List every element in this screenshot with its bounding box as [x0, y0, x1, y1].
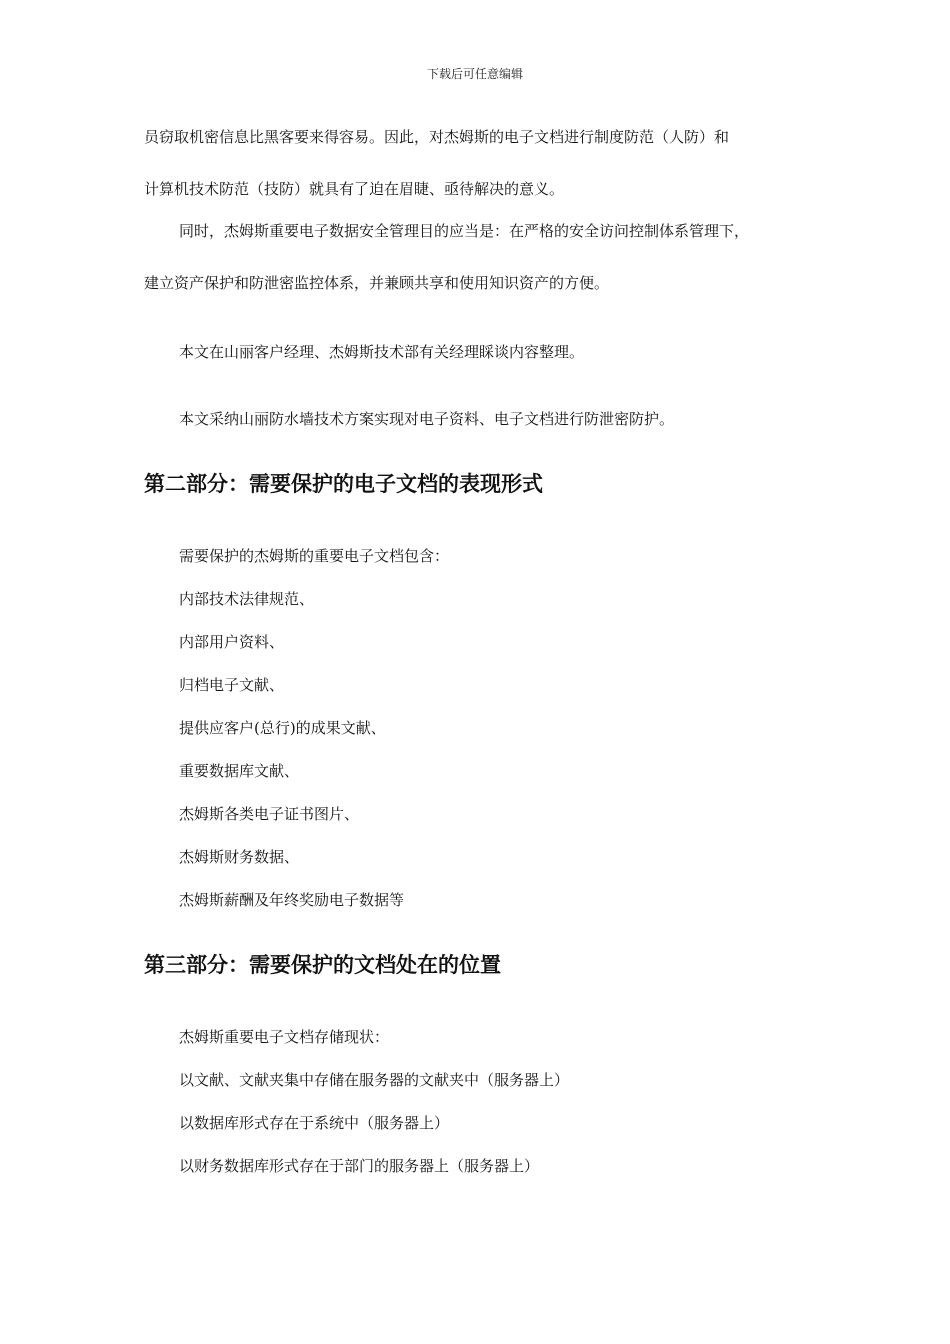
intro-paragraph-3: 本文在山丽客户经理、杰姆斯技术部有关经理睬谈内容整理。 [179, 343, 585, 361]
list-item: 杰姆斯财务数据、 [179, 848, 300, 866]
list-item: 杰姆斯薪酬及年终奖励电子数据等 [179, 891, 405, 909]
intro-paragraph-1-line-2: 计算机技术防范（技防）就具有了迫在眉睫、亟待解决的意义。 [144, 180, 565, 198]
list-item: 以文献、文献夹集中存储在服务器的文献夹中（服务器上） [179, 1071, 570, 1089]
section-3-title: 第三部分：需要保护的文档处在的位置 [144, 953, 501, 977]
section-2-title: 第二部分：需要保护的电子文档的表现形式 [144, 472, 543, 496]
intro-paragraph-2-line-2: 建立资产保护和防泄密监控体系，并兼顾共享和使用知识资产的方便。 [144, 274, 610, 292]
intro-paragraph-4: 本文采纳山丽防水墙技术方案实现对电子资料、电子文档进行防泄密防护。 [179, 410, 675, 428]
intro-paragraph-2-line-1: 同时，杰姆斯重要电子数据安全管理目的应当是：在严格的安全访问控制体系管理下， [179, 222, 750, 240]
list-item: 内部用户资料、 [179, 633, 285, 651]
list-item: 归档电子文献、 [179, 676, 285, 694]
section-3-lead: 杰姆斯重要电子文档存储现状： [179, 1028, 390, 1046]
list-item: 以数据库形式存在于系统中（服务器上） [179, 1114, 450, 1132]
list-item: 以财务数据库形式存在于部门的服务器上（服务器上） [179, 1157, 540, 1175]
header-note: 下载后可任意编辑 [426, 67, 523, 81]
list-item: 杰姆斯各类电子证书图片、 [179, 805, 360, 823]
intro-paragraph-1-line-1: 员窃取机密信息比黑客要来得容易。因此，对杰姆斯的电子文档进行制度防范（人防）和 [144, 128, 730, 146]
section-2-lead: 需要保护的杰姆斯的重要电子文档包含： [179, 547, 450, 565]
list-item: 重要数据库文献、 [179, 762, 300, 780]
list-item: 内部技术法律规范、 [179, 590, 315, 608]
list-item: 提供应客户(总行)的成果文献、 [179, 719, 386, 737]
